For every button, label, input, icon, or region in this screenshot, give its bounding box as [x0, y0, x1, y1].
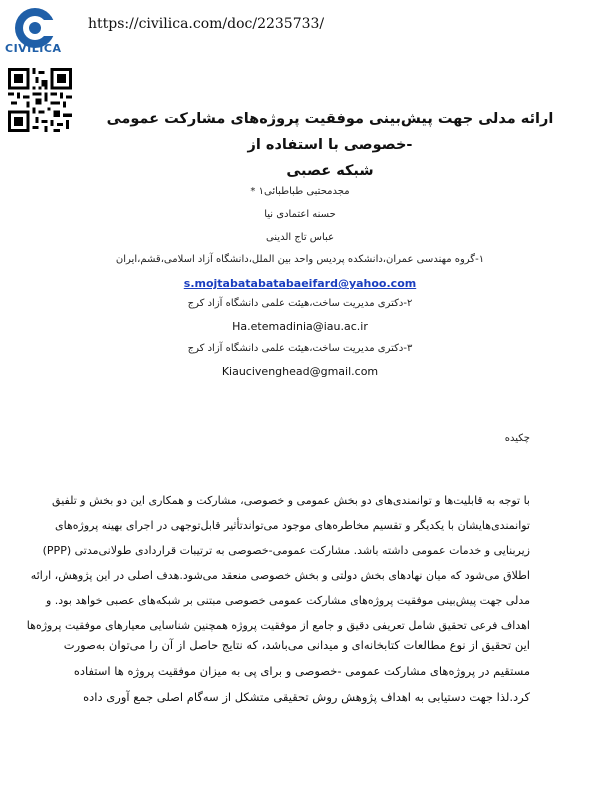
affiliation-2: ۲-دکتری مدیریت ساخت،هیئت علمی دانشگاه آزاد کرج	[187, 298, 413, 309]
qr-code-icon	[8, 68, 72, 132]
email-3: Kiaucivenghead@gmail.com	[221, 365, 379, 378]
email-1-link[interactable]: s.mojtabatabatabaeifard@yahoo.com	[183, 277, 417, 290]
abstract-body	[26, 488, 530, 638]
affiliation-3: ۳-دکتری مدیریت ساخت،هیئت علمی دانشگاه آزاد کرج	[187, 343, 413, 354]
paper-title	[80, 106, 580, 184]
email-2: Ha.etemadinia@iau.ac.ir	[232, 320, 368, 333]
abstract-line: این تحقیق از نوع مطالعات کتابخانه‌ای و میدانی می‌باشد، که نتایج حاصل از آن را می‌توان به‌صورت	[63, 638, 530, 652]
logo-text: CIVILICA	[5, 42, 62, 55]
author-1: مجدمحتبی طباطبائی۱ *	[250, 186, 350, 197]
abstract-line: اطلاق می‌شود که میان نهادهای بخش دولتی و بخش خصوصی منعقد می‌شود.هدف اصلی در این پژوهش، ارائه	[30, 569, 530, 582]
affiliation-1: ۱-گروه مهندسی عمران،دانشکده پردیس واحد بین الملل،دانشگاه آزاد اسلامی،قشم،ایران	[115, 254, 485, 265]
abstract-body-continued	[63, 632, 530, 710]
author-3: عباس تاج الدینی	[265, 232, 335, 243]
abstract-line: مدلی جهت پیش‌بینی موفقیت پروژه‌های مشارکت عمومی خصوصی مبتنی بر شبکه‌های عصبی خواهد بود. و	[45, 594, 530, 607]
abstract-heading: چکیده	[504, 433, 530, 444]
abstract-line: کرد.لذا جهت دستیابی به اهداف پژوهش روش تحقیقی متشکل از سه‌گام اصلی جمع آوری داده	[83, 690, 530, 704]
author-2: حسنه اعتمادی نیا	[264, 209, 336, 220]
document-url[interactable]: https://civilica.com/doc/2235733/	[88, 16, 325, 32]
abstract-line: مستقیم در پروژه‌های مشارکت عمومی -خصوصی و برای پی به میزان موفقیت پروژه ها استفاده	[73, 664, 530, 678]
abstract-line: با توجه به قابلیت‌ها و توانمندی‌های دو بخش عمومی و خصوصی، مشارکت و همکاری این دو بخش و تلفیق	[52, 494, 530, 507]
abstract-line: توانمندی‌هایشان با یکدیگر و تقسیم مخاطره‌های موجود می‌تواندتأثیر قابل‌توجهی در اجرای بهینه پروژه‌های	[54, 519, 530, 532]
paper-title-line-2: شبکه عصبی	[286, 163, 374, 179]
email-1[interactable]	[100, 277, 500, 290]
paper-title-line-1: ارائه مدلی جهت پیش‌بینی موفقیت پروژه‌های مشارکت عمومی -خصوصی با استفاده از	[106, 111, 554, 153]
abstract-line: زیربنایی و خدمات عمومی داشته باشد. مشارکت عمومی-خصوصی به ترتیبات قراردادی طولانی‌مدتی (PPP)	[42, 544, 530, 557]
abstract-line: اهداف فرعی تحقیق شامل تعریفی دقیق و جامع از موفقیت پروژه همچنین شناسایی معیارهای موفقیت پروژه‌ها	[26, 619, 530, 632]
